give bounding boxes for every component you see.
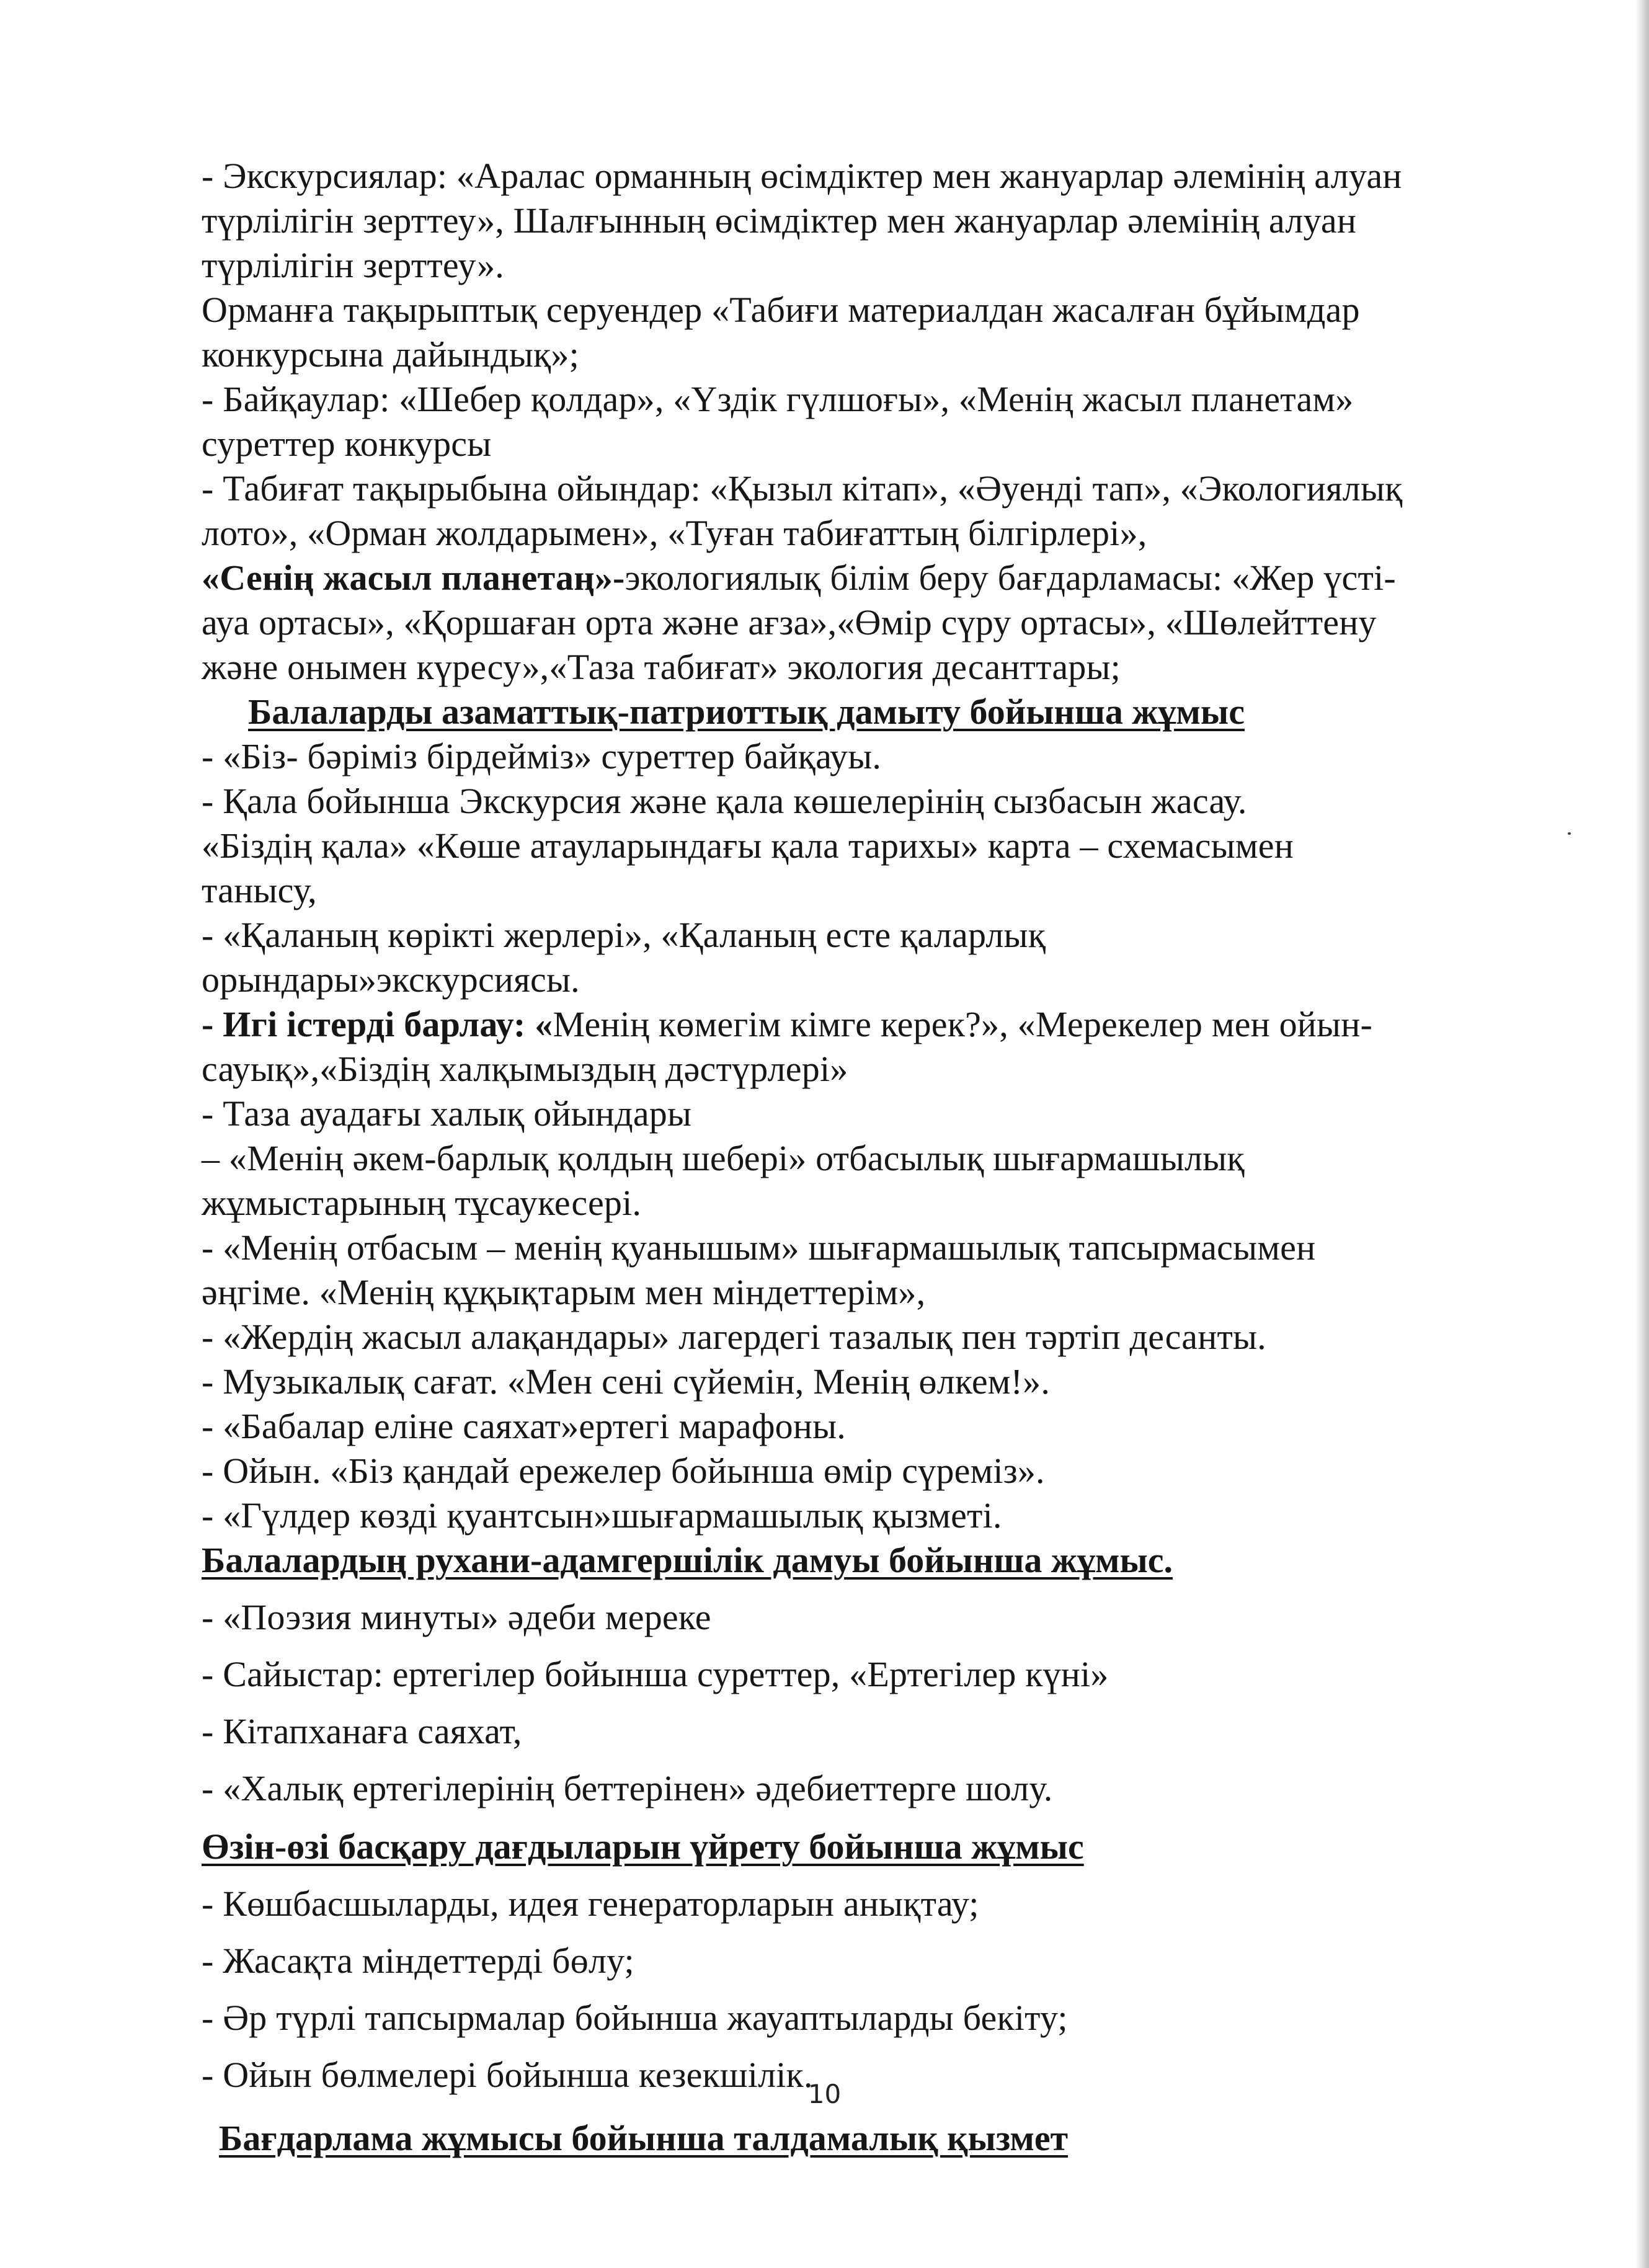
text-line: - «Қаланың көрікті жерлері», «Қаланың есте қаларлық: [202, 915, 1046, 955]
text-line: - «Поэзия минуты» әдеби мереке: [202, 1597, 711, 1637]
text-line: - Кітапханаға саяхат,: [202, 1711, 522, 1751]
text-line: түрлілігін зерттеу».: [202, 245, 504, 285]
scan-speck: [1568, 832, 1571, 835]
text-line: орындары»экскурсиясы.: [202, 959, 580, 1000]
text-line: - «Менің отбасым – менің қуанышым» шығармашылық тапсырмасымен: [202, 1227, 1316, 1268]
program-title: «Сенің жасыл планетаң»-: [202, 558, 625, 598]
text-line: конкурсына дайындық»;: [202, 334, 579, 375]
text-line: - Ойын. «Біз қандай ережелер бойынша өмір сүреміз».: [202, 1451, 1045, 1491]
text-line: ауа ортасы», «Қоршаған орта және ағза»,«Өмір сүру ортасы», «Шөлейттену: [202, 602, 1377, 643]
section-heading-civic: Балаларды азаматтық-патриоттық дамыту бойынша жұмыс: [248, 692, 1245, 732]
text-line: суреттер конкурсы: [202, 424, 492, 464]
section-heading-self-government: Өзін-өзі басқару дағдыларын үйрету бойынша жұмыс: [202, 1826, 1084, 1867]
good-deeds-title: - Игі істерді барлау: «: [202, 1004, 553, 1044]
text-line: - «Біз- бәріміз бірдейміз» суреттер байқауы.: [202, 736, 882, 776]
text-line: - Музыкалық сағат. «Мен сені сүйемін, Менің өлкем!».: [202, 1361, 1051, 1402]
good-deeds-description: Менің көмегім кімге керек?», «Мерекелер мен ойын-: [553, 1004, 1372, 1044]
text-line: жұмыстарының тұсаукесері.: [202, 1183, 642, 1223]
text-line: - Табиғат тақырыбына ойындар: «Қызыл кітап», «Әуенді тап», «Экологиялық: [202, 468, 1403, 509]
text-line: - Ойын бөлмелері бойынша кезекшілік.: [202, 2055, 813, 2095]
text-line: - Таза ауадағы халық ойындары: [202, 1093, 692, 1134]
text-line: - Экскурсиялар: «Аралас орманның өсімдіктер мен жануарлар әлемінің алуан: [202, 156, 1402, 196]
text-line: және онымен күресу»,«Таза табиғат» экология десанттары;: [202, 647, 1121, 687]
section-heading-analysis: Бағдарлама жұмысы бойынша талдамалық қызмет: [219, 2118, 1069, 2158]
text-line: – «Менің әкем-барлық қолдың шебері» отбасылық шығармашылық: [202, 1138, 1245, 1178]
text-line: - Қала бойынша Экскурсия және қала көшелерінің сызбасын жасау.: [202, 781, 1247, 821]
program-line: [202, 556, 1460, 600]
good-deeds-line: [202, 1002, 1460, 1047]
text-line: танысу,: [202, 870, 317, 910]
text-line: - «Бабалар еліне саяхат»ертегі марафоны.: [202, 1406, 846, 1446]
text-line: - Жасақта міндеттерді бөлу;: [202, 1941, 634, 1981]
text-line: - Әр түрлі тапсырмалар бойынша жауаптыларды бекіту;: [202, 1998, 1068, 2038]
text-line: - «Халық ертегілерінің беттерінен» әдебиеттерге шолу.: [202, 1768, 1053, 1808]
scan-edge-shadow: [1635, 0, 1649, 2268]
text-line: түрлілігін зерттеу», Шалғынның өсімдіктер мен жануарлар әлемінің алуан: [202, 200, 1357, 241]
text-line: «Біздің қала» «Көше атауларындағы қала тарихы» карта – схемасымен: [202, 825, 1294, 866]
program-description: экологиялық білім беру бағдарламасы: «Жер үсті-: [624, 558, 1396, 598]
page-number: 10: [807, 2079, 842, 2109]
text-line: - Сайыстар: ертегілер бойынша суреттер, «Ертегілер күні»: [202, 1654, 1109, 1694]
text-line: Орманға тақырыптық серуендер «Табиғи материалдан жасалған бұйымдар: [202, 290, 1360, 330]
text-line: сауық»,«Біздің халқымыздың дәстүрлері»: [202, 1049, 848, 1089]
document-page: [202, 154, 1460, 2161]
section-heading-spiritual: Балалардың рухани-адамгершілік дамуы бойынша жұмыс.: [202, 1540, 1173, 1580]
text-line: - «Жердің жасыл алақандары» лагердегі тазалық пен тәртіп десанты.: [202, 1317, 1266, 1357]
text-line: лото», «Орман жолдарымен», «Туған табиғаттың білгірлері»,: [202, 513, 1147, 553]
text-line: әңгіме. «Менің құқықтарым мен міндеттерім»,: [202, 1272, 926, 1312]
text-line: - «Гүлдер көзді қуантсын»шығармашылық қызметі.: [202, 1495, 1002, 1536]
text-line: - Байқаулар: «Шебер қолдар», «Үздік гүлшоғы», «Менің жасыл планетам»: [202, 379, 1354, 419]
text-line: - Көшбасшыларды, идея генераторларын анықтау;: [202, 1883, 979, 1924]
